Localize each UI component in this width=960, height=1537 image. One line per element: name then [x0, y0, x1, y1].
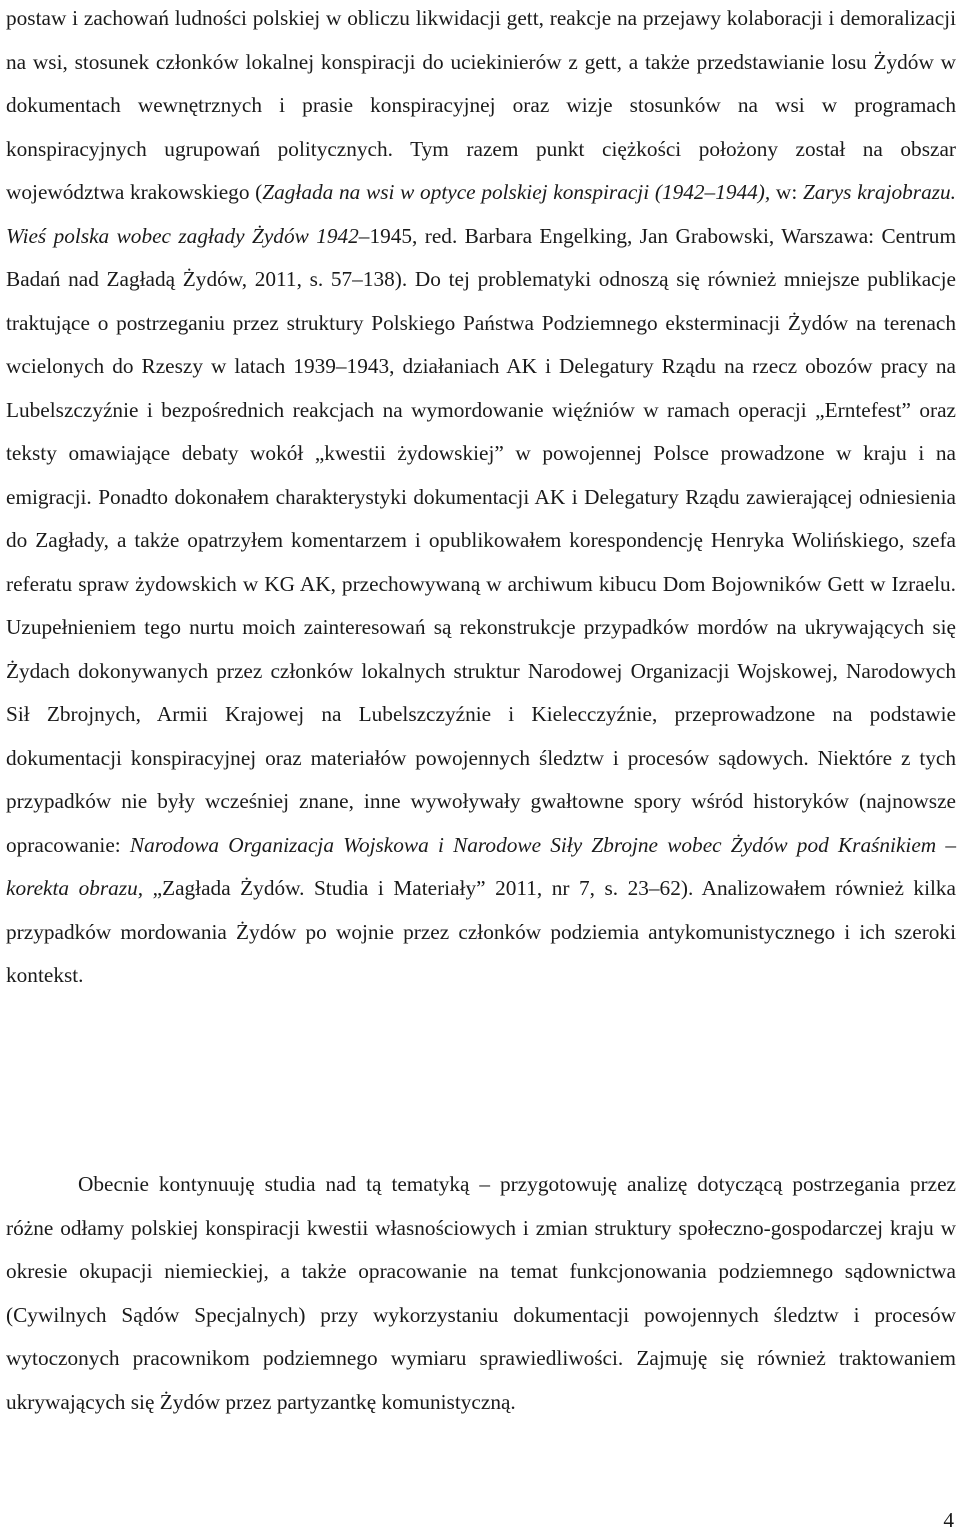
italic-title: 1944), — [715, 180, 771, 204]
paragraph-2: Obecnie kontynuuję studia nad tą tematyką – przygotowuję analizę dotyczącą postrzegania przez różne odłamy polskiej konspiracji kwestii własnościowych i zmian struktury społeczno-gospodarczej kraju w okresie okupacji niemieckiej, a także opracowanie na temat funkcjonowania podziemnego sądownictwa (Cywilnych Sądów Specjalnych) przy wykorzystaniu dokumentacji powojennych śledztw i procesów wytoczonych pracownikom podziemnego wymiaru sprawiedliwości. Zajmuję się również traktowaniem ukrywających się Żydów przez partyzantkę komunistyczną. — [6, 1172, 956, 1414]
text-run: „Zagłada Żydów. Studia i Materiały” 2011, nr 7, s. 23–62). Analizowałem również kilka przypadków mordowania Żydów po wojnie przez członków podziemia antykomunistycznego i ich szeroki kontekst. — [6, 876, 957, 987]
italic-dash: – — [358, 223, 370, 248]
text-run: postaw i zachowań ludności polskiej w obliczu likwidacji gett, reakcje na przejawy kolaboracji i demoralizacji na wsi, stosunek członków lokalnej konspiracji do uciekinierów z gett, a także przedstawianie losu Żydów w dokumentach wewnętrznych i prasie konspiracyjnej oraz wizje stosunków na wsi w programach konspiracyjnych ugrupowań politycznych. Tym razem punkt ciężkości położony został na obszar województwa krakowskiego ( — [6, 6, 956, 204]
page-number: 4 — [943, 1508, 954, 1532]
italic-title: Narodowa Organizacja Wojskowa i Narodowe Siły Zbrojne wobec Żydów pod Kraśnikiem – korekta obrazu, — [6, 832, 956, 900]
italic-title: Zarys krajobrazu. Wieś polska wobec zagłady Żydów 1942 — [6, 180, 956, 248]
text-run: w: — [770, 180, 803, 204]
italic-dash: – — [704, 180, 716, 204]
paragraph-1 — [6, 0, 956, 998]
text-run: 1945 — [369, 223, 413, 248]
italic-title: Zagłada na wsi w optyce polskiej konspiracji (1942 — [262, 180, 705, 204]
text-run: , red. Barbara Engelking, Jan Grabowski, Warszawa: Centrum Badań nad Zagładą Żydów, 2011, s. 57–138). Do tej problematyki odnoszą się również mniejsze publikacje traktujące o postrzeganiu przez struktury Polskiego Państwa Podziemnego eksterminacji Żydów na terenach wcielonych do Rzeszy w latach 1939–1943, działaniach AK i Delegatury Rządu na rzecz obozów pracy na Lubelszczyźnie i bezpośrednich reakcjach na wymordowanie więźniów w ramach operacji „Erntefest” oraz teksty omawiające debaty wokół „kwestii żydowskiej” w powojennej Polsce prowadzone w kraju i na emigracji. Ponadto dokonałem charakterystyki dokumentacji AK i Delegatury Rządu zawierającej odniesienia do Zagłady, a także opatrzyłem komentarzem i opublikowałem korespondencję Henryka Wolińskiego, szefa referatu spraw żydowskich w KG AK, przechowywaną w archiwum kibucu Dom Bojowników Gett w Izraelu. Uzupełnieniem tego nurtu moich zainteresowań są rekonstrukcje przypadków mordów na ukrywających się Żydach dokonywanych przez członków lokalnych struktur Narodowej Organizacji Wojskowej, Narodowych Sił Zbrojnych, Armii Krajowej na Lubelszczyźnie i Kielecczyźnie, przeprowadzone na podstawie dokumentacji konspiracyjnej oraz materiałów powojennych śledztw i procesów sądowych. Niektóre z tych przypadków nie były wcześniej znane, inne wywoływały gwałtowne spory wśród historyków (najnowsze opracowanie: — [6, 223, 957, 857]
